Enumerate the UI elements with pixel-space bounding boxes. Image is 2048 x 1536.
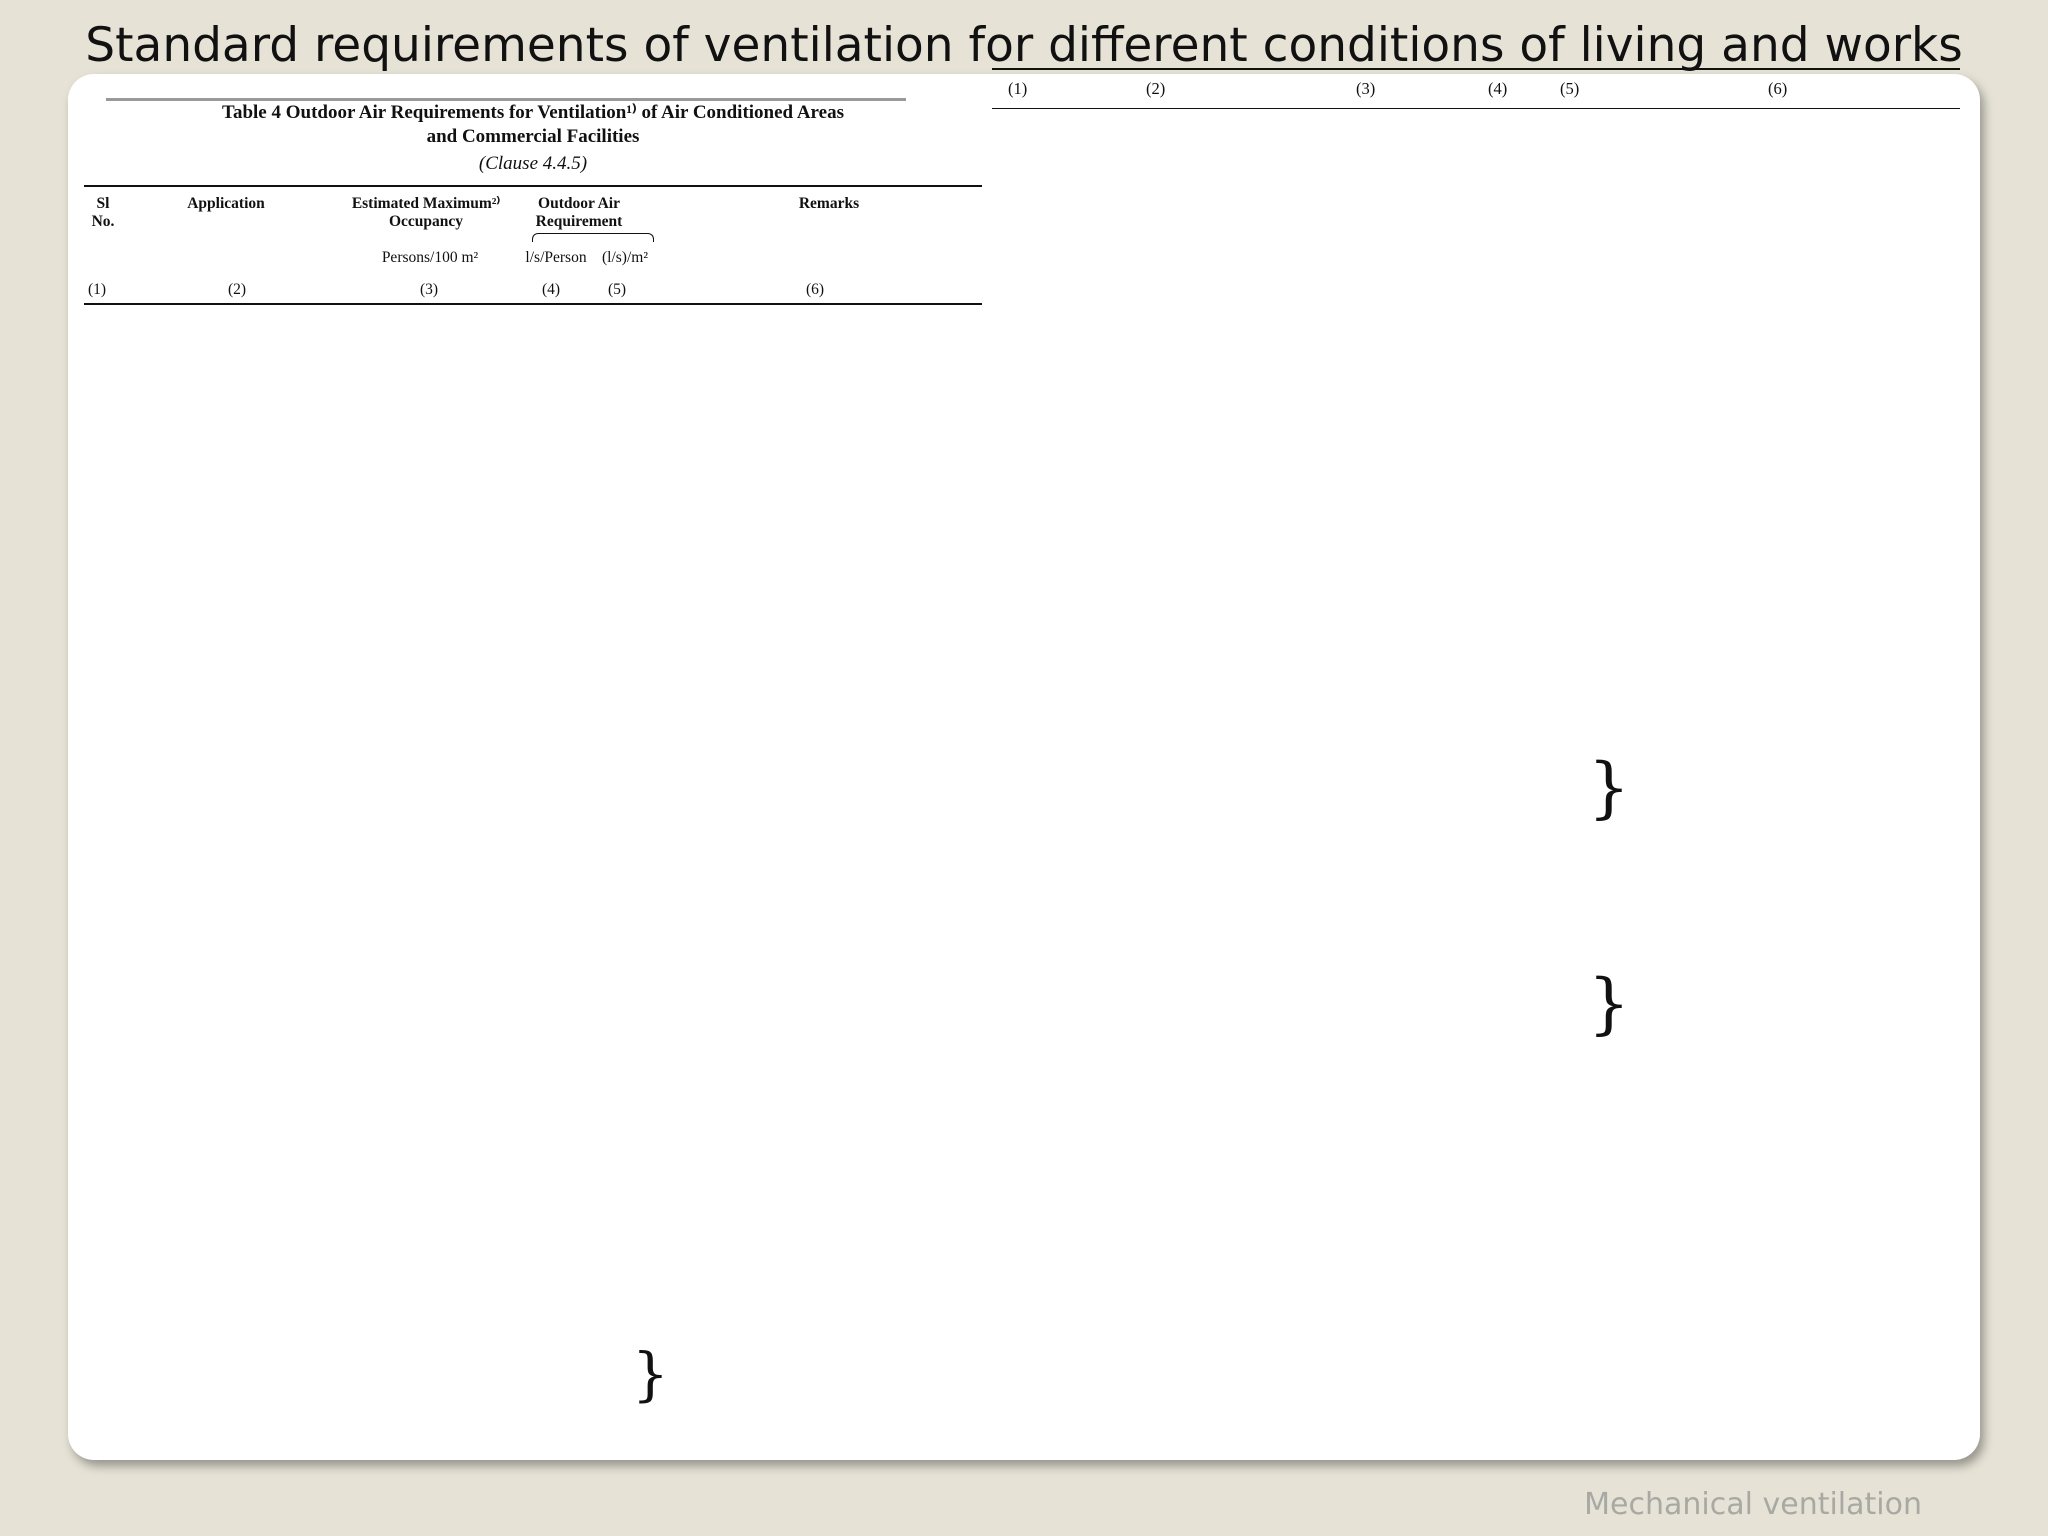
table-row xyxy=(84,557,982,576)
table-row xyxy=(992,759,1960,778)
table-row xyxy=(84,665,982,684)
table-title-line1: Table 4 Outdoor Air Requirements for Ventilation¹⁾ of Air Conditioned Areas xyxy=(222,102,844,123)
table-row xyxy=(992,1039,1960,1058)
table-row xyxy=(84,825,982,844)
table-row xyxy=(992,925,1960,944)
col-number: (5) xyxy=(608,281,627,298)
right-column-numbers xyxy=(992,80,1960,102)
header-application: Application xyxy=(187,195,265,212)
table-row xyxy=(84,377,982,396)
table-row xyxy=(84,629,982,648)
table-row xyxy=(84,359,982,378)
table-row xyxy=(992,139,1960,158)
table-row xyxy=(84,1005,982,1024)
table-row xyxy=(992,383,1960,402)
table-row xyxy=(84,1351,982,1370)
table-row xyxy=(84,647,982,666)
table-row xyxy=(84,1023,982,1042)
table-row xyxy=(84,1327,982,1346)
table-row xyxy=(84,1271,982,1290)
right-top-rule xyxy=(992,68,1960,70)
table-row xyxy=(84,1289,982,1308)
table-row xyxy=(992,363,1960,382)
table-row xyxy=(992,639,1960,658)
table-row xyxy=(84,1253,982,1272)
table-row xyxy=(84,843,982,862)
table-row xyxy=(992,621,1960,640)
table-row xyxy=(84,1139,982,1158)
table-header xyxy=(84,187,982,297)
col-number: (1) xyxy=(88,281,107,298)
table-row xyxy=(84,987,982,1006)
table-row xyxy=(84,773,982,792)
table-row xyxy=(84,575,982,594)
col-number: (3) xyxy=(420,281,439,298)
table-row xyxy=(84,311,982,330)
table-row xyxy=(84,1041,982,1060)
table-row xyxy=(84,897,982,916)
table-row xyxy=(992,675,1960,694)
table-row xyxy=(992,881,1960,900)
header-unit-person: l/s/Person xyxy=(525,249,587,266)
right-header-rule xyxy=(992,108,1960,109)
table-row xyxy=(84,1369,982,1388)
table-row xyxy=(992,801,1960,820)
table-row xyxy=(992,297,1960,316)
table-row xyxy=(992,737,1960,756)
table-row xyxy=(84,395,982,414)
table-row xyxy=(992,261,1960,280)
table-row xyxy=(992,461,1960,480)
table-row xyxy=(992,1125,1960,1144)
table-row xyxy=(84,611,982,630)
table-row xyxy=(84,719,982,738)
table-row xyxy=(992,419,1960,438)
table-row xyxy=(84,1181,982,1200)
table-row xyxy=(992,195,1960,214)
col-number: (3) xyxy=(1356,79,1376,98)
table-row xyxy=(84,539,982,558)
header-brace xyxy=(532,233,654,242)
table-title-line2: and Commercial Facilities xyxy=(426,126,640,147)
table-row xyxy=(84,951,982,970)
table-row xyxy=(992,481,1960,500)
table-row xyxy=(992,1071,1960,1090)
table-row xyxy=(84,1163,982,1182)
table-row xyxy=(84,755,982,774)
footer-label: Mechanical ventilation xyxy=(1584,1487,1922,1522)
col-number: (6) xyxy=(806,281,825,298)
brace-icon: } xyxy=(632,1340,669,1408)
col-number: (4) xyxy=(542,281,561,298)
slide-title: Standard requirements of ventilation for different conditions of living and works xyxy=(85,18,1963,73)
table-row xyxy=(992,1089,1960,1108)
table-row xyxy=(84,915,982,934)
table-row xyxy=(992,315,1960,334)
table-right-page xyxy=(992,68,1960,1341)
table-row xyxy=(84,413,982,432)
table-row xyxy=(84,737,982,756)
table-row xyxy=(992,603,1960,622)
table-row xyxy=(992,993,1960,1012)
brace-icon: } xyxy=(1588,749,1630,826)
header-sl: Sl No. xyxy=(91,195,115,230)
table-row xyxy=(992,657,1960,676)
table-row xyxy=(84,1235,982,1254)
table-left-body xyxy=(84,311,982,1441)
table-row xyxy=(992,159,1960,178)
table-row xyxy=(84,807,982,826)
header-unit-area: (l/s)/m² xyxy=(602,249,648,266)
table-row xyxy=(992,845,1960,864)
table-row xyxy=(992,279,1960,298)
table-row xyxy=(992,1107,1960,1126)
table-row xyxy=(84,1077,982,1096)
brace-icon: } xyxy=(1588,965,1630,1042)
table-row xyxy=(84,593,982,612)
table-row xyxy=(992,899,1960,918)
header-occupancy: Estimated Maximum²⁾ Occupancy xyxy=(351,195,501,230)
table-row xyxy=(992,943,1960,962)
table-clause: (Clause 4.4.5) xyxy=(478,153,588,174)
col-number: (6) xyxy=(1768,79,1788,98)
table-row xyxy=(84,861,982,880)
col-number: (2) xyxy=(1146,79,1166,98)
table-row xyxy=(84,701,982,720)
table-title xyxy=(84,101,982,149)
header-remarks: Remarks xyxy=(798,195,860,212)
table-row xyxy=(992,121,1960,140)
table-left-page xyxy=(84,96,982,1441)
header-outdoor-air: Outdoor Air Requirement xyxy=(535,195,623,230)
header-occ-unit: Persons/100 m² xyxy=(381,249,479,266)
table-row xyxy=(992,783,1960,802)
col-number: (2) xyxy=(228,281,247,298)
table-row xyxy=(992,975,1960,994)
table-row xyxy=(992,241,1960,260)
col-number: (4) xyxy=(1488,79,1508,98)
table-row xyxy=(992,1143,1960,1162)
table-row xyxy=(84,1199,982,1218)
table-row xyxy=(84,969,982,988)
table-row xyxy=(992,827,1960,846)
table-row xyxy=(992,863,1960,882)
table-row xyxy=(84,1387,982,1406)
table-row xyxy=(84,335,982,354)
table-right-body xyxy=(992,121,1960,1341)
table-row xyxy=(84,1059,982,1078)
table-row xyxy=(992,177,1960,196)
col-number: (1) xyxy=(1008,79,1028,98)
col-number: (5) xyxy=(1560,79,1580,98)
body-rule xyxy=(84,303,982,305)
table-row xyxy=(84,933,982,952)
table-row xyxy=(992,1011,1960,1030)
table-row xyxy=(992,401,1960,420)
